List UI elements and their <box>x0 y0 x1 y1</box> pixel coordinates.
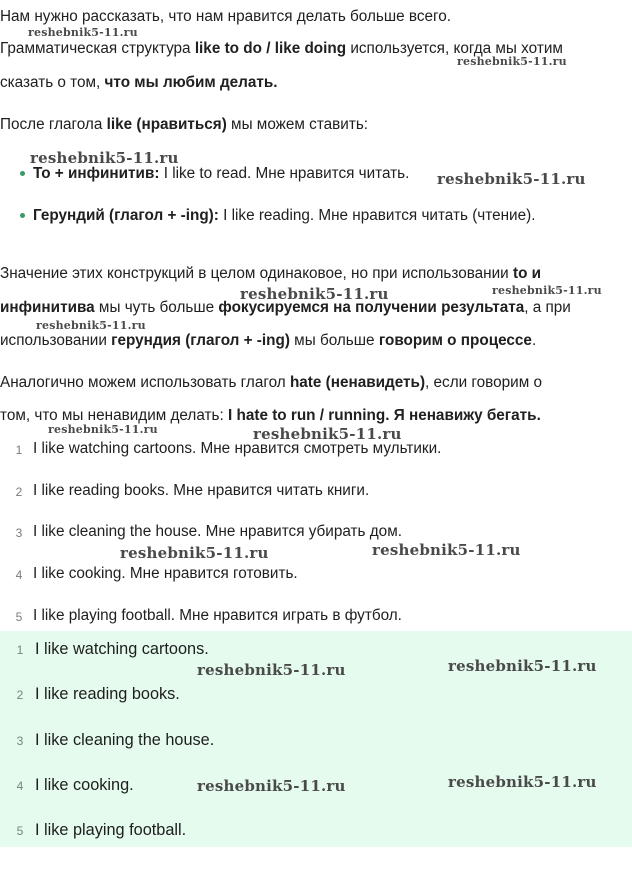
list-item: I like cleaning the house. Мне нравится убирать дом. <box>33 523 402 540</box>
watermark: reshebnik5-11.ru <box>197 661 346 679</box>
meaning-line-3: использовании герундия (глагол + -ing) мы больше говорим о процессе. <box>0 332 537 349</box>
watermark: reshebnik5-11.ru <box>240 285 389 303</box>
watermark: reshebnik5-11.ru <box>253 425 402 443</box>
watermark: reshebnik5-11.ru <box>372 541 521 559</box>
answer-number: 5 <box>16 824 24 838</box>
watermark: reshebnik5-11.ru <box>492 284 602 297</box>
after-verb-line: После глагола like (нравиться) мы можем ставить: <box>0 116 369 133</box>
meaning-line-1: Значение этих конструкций в целом одинаковое, но при использовании to и <box>0 265 542 282</box>
watermark: reshebnik5-11.ru <box>48 423 158 436</box>
list-number: 1 <box>15 443 23 457</box>
meaning-line-2: инфинитива мы чуть больше фокусируемся на получении результата, а при <box>0 299 571 316</box>
list-number: 3 <box>15 526 23 540</box>
structure-highlight: like to do / like doing <box>194 40 347 57</box>
intro-line-3: сказать о том, что мы любим делать. <box>0 74 278 91</box>
list-number: 5 <box>15 610 23 624</box>
watermark: reshebnik5-11.ru <box>36 319 146 332</box>
watermark: reshebnik5-11.ru <box>197 777 346 795</box>
answer-number: 1 <box>16 643 24 657</box>
list-number: 4 <box>15 568 23 582</box>
answer-item: I like playing football. <box>35 821 187 839</box>
list-item: I like cooking. Мне нравится готовить. <box>33 565 298 582</box>
watermark: reshebnik5-11.ru <box>448 657 597 675</box>
answer-number: 2 <box>16 688 24 702</box>
answer-number: 4 <box>16 779 24 793</box>
watermark: reshebnik5-11.ru <box>120 544 269 562</box>
list-item: I like reading books. Мне нравится читать книги. <box>33 482 370 499</box>
answer-item: I like cleaning the house. <box>35 731 215 749</box>
answer-number: 3 <box>16 734 24 748</box>
watermark: reshebnik5-11.ru <box>437 170 586 188</box>
bullet-dot <box>20 171 25 176</box>
intro-line-2: Грамматическая структура like to do / like doing используется, когда мы хотим <box>0 40 563 57</box>
list-number: 2 <box>15 485 23 499</box>
answer-item: I like cooking. <box>35 776 134 794</box>
watermark: reshebnik5-11.ru <box>30 149 179 167</box>
hate-line-1: Аналогично можем использовать глагол hate (ненавидеть), если говорим о <box>0 374 542 391</box>
list-item: I like playing football. Мне нравится играть в футбол. <box>33 607 402 624</box>
bullet-dot <box>20 213 25 218</box>
bullet-infinitive: To + инфинитив: I like to read. Мне нравится читать. <box>33 165 410 182</box>
watermark: reshebnik5-11.ru <box>28 26 138 39</box>
watermark: reshebnik5-11.ru <box>448 773 597 791</box>
watermark: reshebnik5-11.ru <box>457 55 567 68</box>
list-item: I like watching cartoons. Мне нравится смотреть мультики. <box>33 440 442 457</box>
answer-item: I like reading books. <box>35 685 180 703</box>
intro-line-1: Нам нужно рассказать, что нам нравится делать больше всего. <box>0 8 452 25</box>
bullet-gerund: Герундий (глагол + -ing): I like reading. Мне нравится читать (чтение). <box>33 207 536 224</box>
hate-line-2: том, что мы ненавидим делать: I hate to run / running. Я ненавижу бегать. <box>0 407 541 424</box>
answer-item: I like watching cartoons. <box>35 640 209 658</box>
